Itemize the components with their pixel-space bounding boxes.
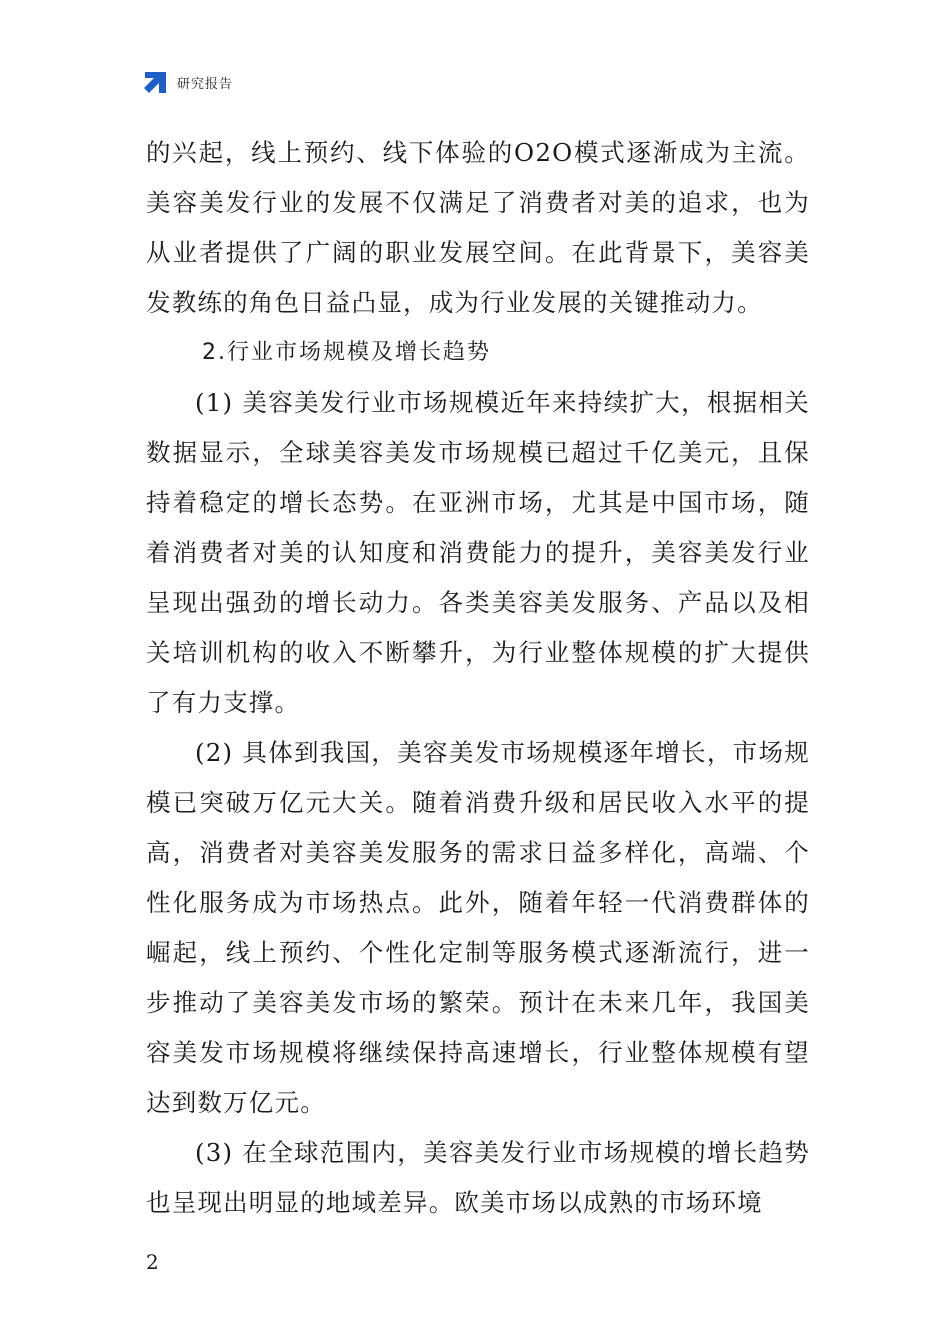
document-body [146,128,810,1228]
paragraph-1: (1) 美容美发行业市场规模近年来持续扩大，根据相关数据显示，全球美容美发市场规模已超过千亿美元，且保持着稳定的增长态势。在亚洲市场，尤其是中国市场，随着消费者对美的认知度和消费能力的提升，美容美发行业呈现出强劲的增长动力。各类美容美发服务、产品以及相关培训机构的收入不断攀升，为行业整体规模的扩大提供了有力支撑。 [146,388,810,717]
paragraph-2: (2) 具体到我国，美容美发市场规模逐年增长，市场规模已突破万亿元大关。随着消费升级和居民收入水平的提高，消费者对美容美发服务的需求日益多样化，高端、个性化服务成为市场热点。此外，随着年轻一代消费群体的崛起，线上预约、个性化定制等服务模式逐渐流行，进一步推动了美容美发市场的繁荣。预计在未来几年，我国美容美发市场规模将继续保持高速增长，行业整体规模有望达到数万亿元。 [146,738,810,1117]
paragraph-3: (3) 在全球范围内，美容美发行业市场规模的增长趋势也呈现出明显的地域差异。欧美市场以成熟的市场环境 [146,1138,810,1217]
document-header [143,68,233,96]
section-heading: 2.行业市场规模及增长趋势 [202,340,491,365]
paragraph-continued: 的兴起，线上预约、线下体验的O2O模式逐渐成为主流。美容美发行业的发展不仅满足了消费者对美的追求，也为从业者提供了广阔的职业发展空间。在此背景下，美容美发教练的角色日益凸显，成为行业发展的关键推动力。 [146,138,810,317]
page-number: 2 [146,1250,159,1274]
arrow-up-right-icon [143,69,169,95]
header-title: 研究报告 [177,76,234,92]
